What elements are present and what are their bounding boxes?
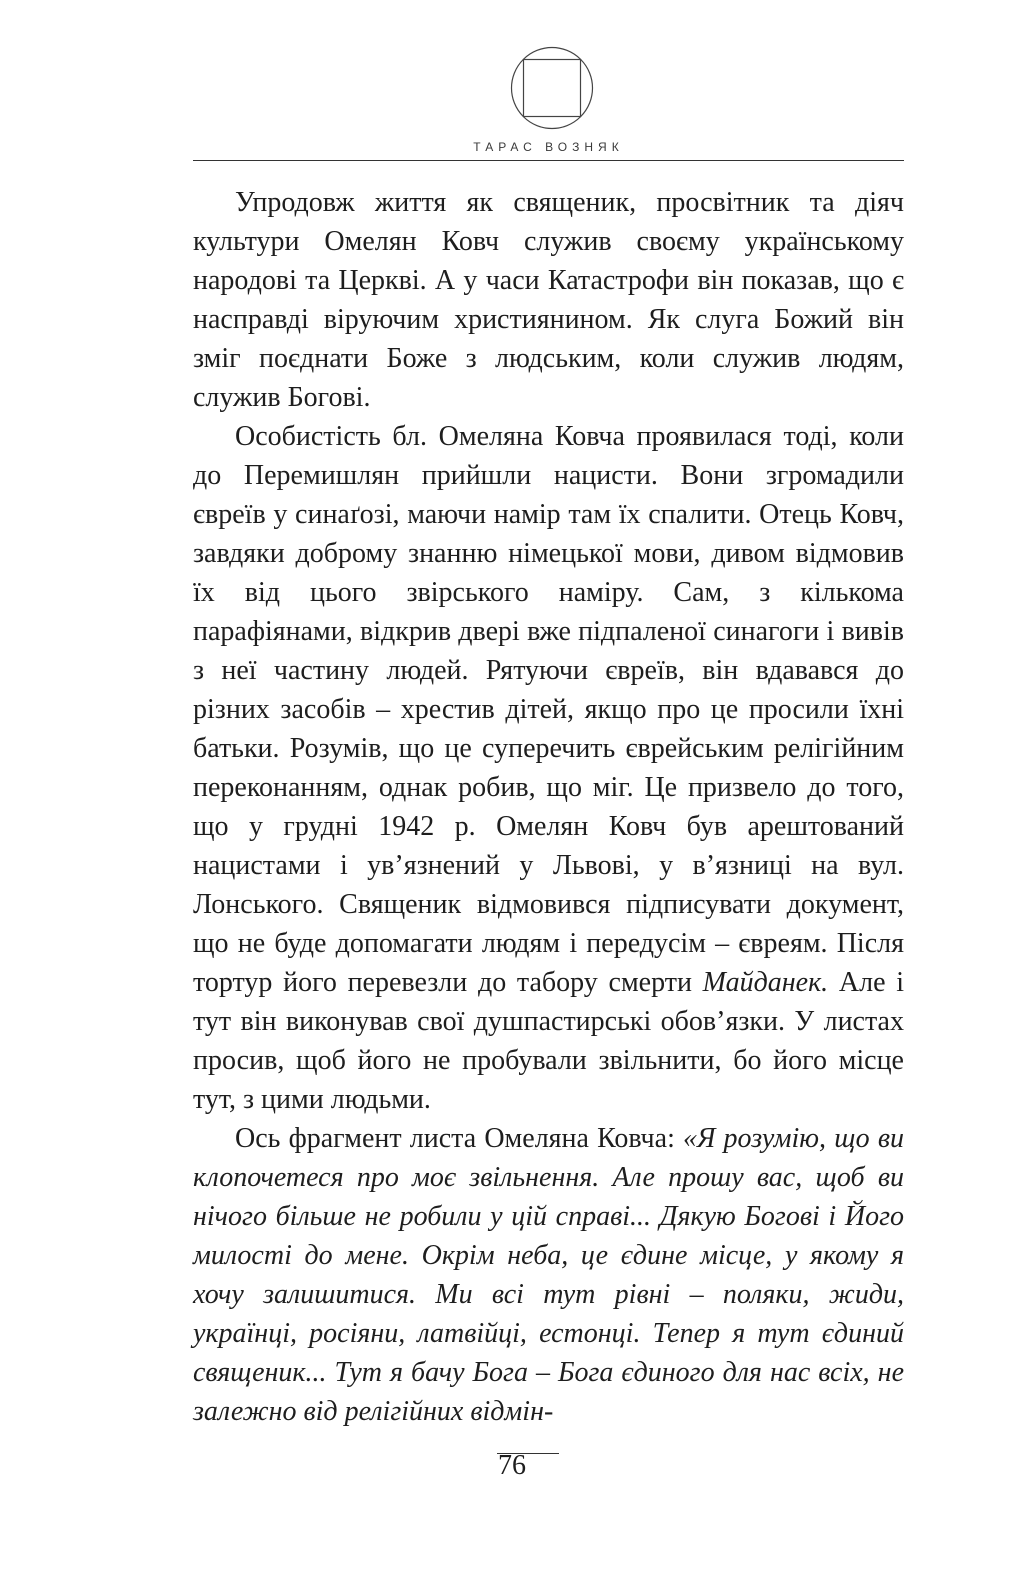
page-number: 76 xyxy=(498,1450,526,1481)
header-rule xyxy=(193,160,904,161)
paragraph-1 xyxy=(193,183,904,417)
paragraph-2 xyxy=(193,417,904,1119)
paragraph-3-text-intro: Ось фрагмент листа Омеляна Ковча: xyxy=(235,1123,675,1154)
paragraph-2-text-part-2: Але і тут він виконував свої душпастирські обов’язки. У листах просив, щоб його не пробували звільнити, бо його місце тут, з цими людьми. xyxy=(193,967,905,1115)
paragraph-3 xyxy=(193,1119,904,1431)
body-text xyxy=(193,183,904,1431)
circle-square-emblem-icon xyxy=(510,46,594,130)
paragraph-2-text-part-1: Особистість бл. Омеляна Ковча проявилася тоді, коли до Перемишлян прийшли нацисти. Вони згромадили євреїв у синаґозі, маючи намір там їх спалити. Отець Ковч, завдяки доброму знанню німецької мови, дивом відмовив їх від цього звірського наміру. Сам, з кількома парафіянами, відкрив двері вже підпаленої синагоги і вивів з неї частину людей. Рятуючи євреїв, він вдавався до різних засобів – хрестив дітей, якщо про це просили їхні батьки. Розумів, що це суперечить єврейським релігійним переконанням, однак робив, що міг. Це призвело до того, що у грудні 1942 р. Омелян Ковч був арештований нацистами і ув’язнений у Львові, у в’язниці на вул. Лонського. Священик відмовився підписувати документ, що не буде допомагати людям і передусім – євреям. Після тортур його перевезли до табору смерти xyxy=(193,421,904,998)
paragraph-2-italic-camp-name: Майданек. xyxy=(702,967,829,998)
paragraph-3-italic-letter-quote: «Я розумію, що ви клопочетеся про моє звільнення. Але прошу вас, щоб ви нічого більше не робили у цій справі... Дякую Богові і Його милості до мене. Окрім неба, це єдине місце, у якому я хочу залишитися. Ми всі тут рівні – поляки, жиди, українці, росіяни, латвійці, естонці. Тепер я тут єдиний священик... Тут я бачу Бога – Бога єдиного для нас всіх, не залежно від релігійних відмін- xyxy=(193,1123,904,1427)
running-header-author: ТАРАС ВОЗНЯК xyxy=(473,140,624,154)
paragraph-1-text: Упродовж життя як священик, просвітник та діяч культури Омелян Ковч служив своєму українському народові та Церкві. А у часи Катастрофи він показав, що є насправді віруючим християнином. Як слуга Божий він зміг поєднати Боже з людським, коли служив людям, служив Богові. xyxy=(193,187,904,413)
